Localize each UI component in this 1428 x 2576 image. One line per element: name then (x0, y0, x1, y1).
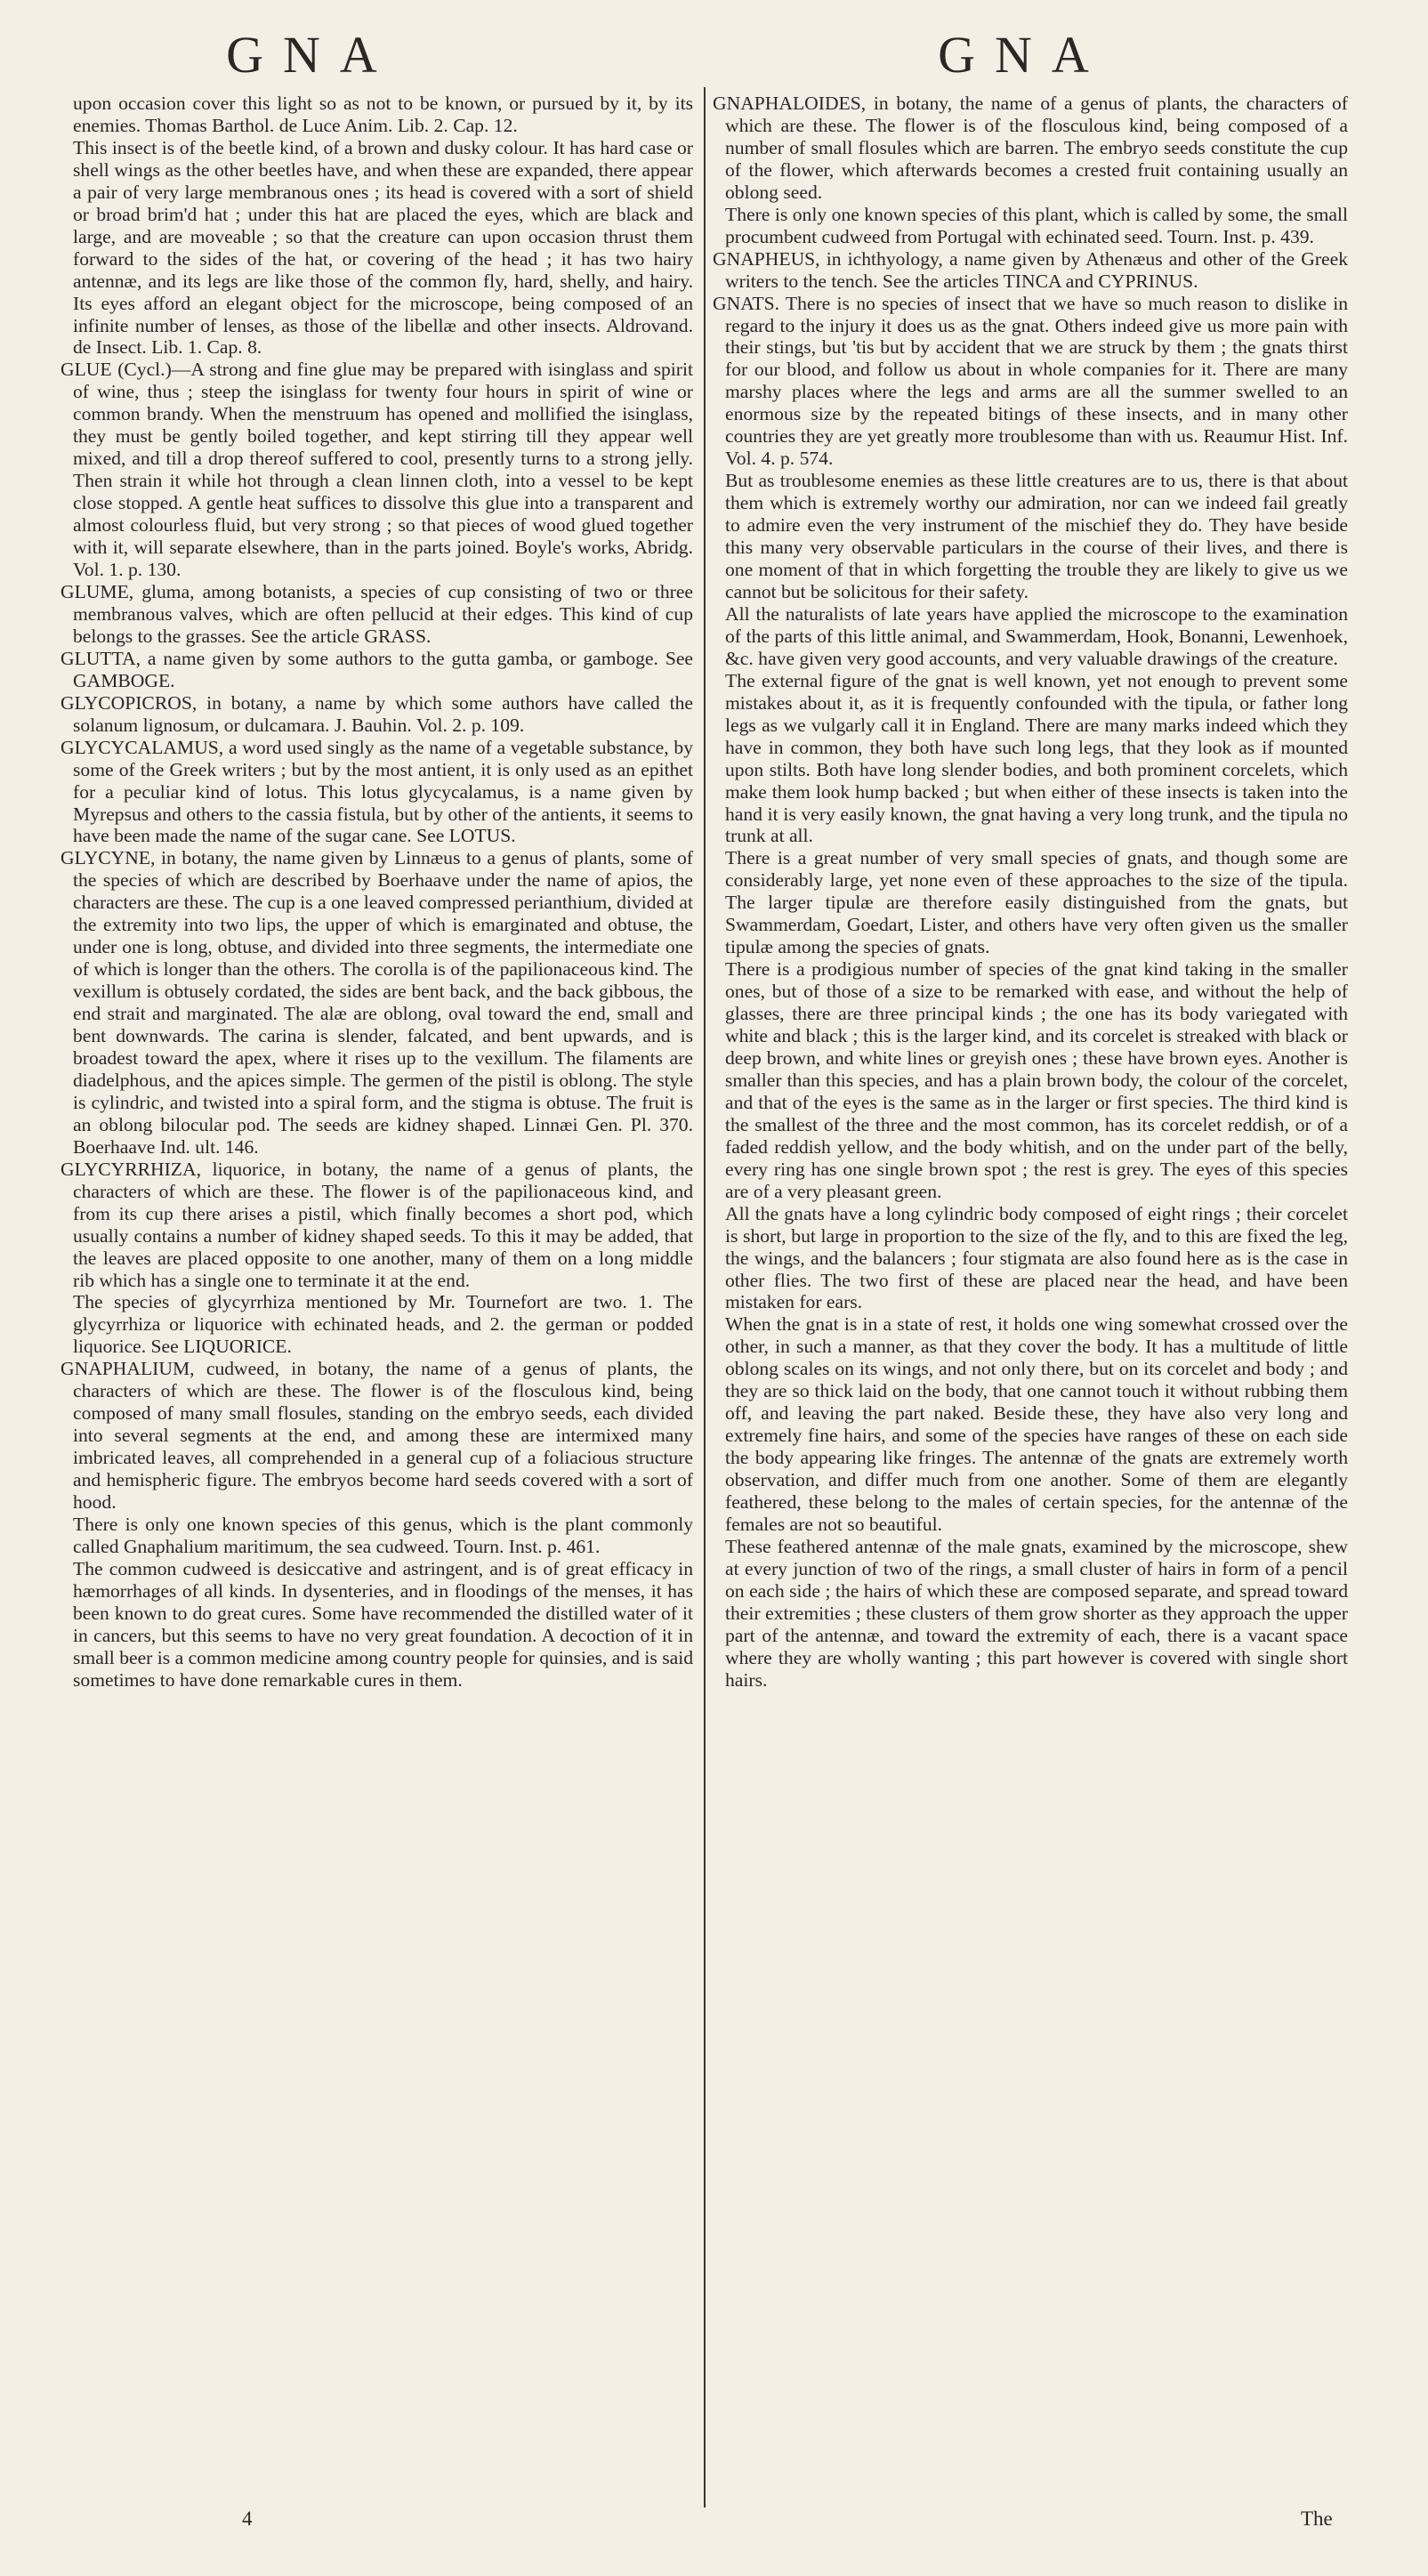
entry-gnapheus: GNAPHEUS, in ichthyology, a name given by Athenæus and other of the Greek writers to the tench. See the articles TINCA and CYPRINUS. (713, 247, 1348, 292)
page-number: 4 (242, 2507, 253, 2530)
entry-glycyne: GLYCYNE, in botany, the name given by Linnæus to a genus of plants, some of the species of which are described by Boerhaave under the name of apios, the characters are these. The cup is a one leaved compressed perianthium, divided at the extremity into two lips, the upper of which is emarginated and obtuse, the under one is long, obtuse, and divided into three segments, the intermediate one of which is longer than the others. The corolla is of the papilionaceous kind. The vexillum is obtusely cordated, the sides are bent back, and the back gibbous, the end strait and marginated. The alæ are oblong, oval toward the end, small and bent downwards. The carina is slender, falcated, and bent upwards, and is broadest toward the apex, where it rises up to the vexillum. The filaments are diadelphous, and the apices simple. The germen of the pistil is oblong. The style is cylindric, and twisted into a spiral form, and the stigma is obtuse. The fruit is an oblong bilocular pod. The seeds are kidney shaped. Linnæi Gen. Pl. 370. Boerhaave Ind. ult. 146. (61, 847, 693, 1158)
entry-paragraph: The common cudweed is desiccative and astringent, and is of great efficacy in hæmorrhages of all kinds. In dysenteries, and in floodings of the menses, it has been known to do great cures. Some have recommended the distilled water of it in cancers, but this seems to have no very great foundation. A decoction of it in small beer is a common medicine among country people for quinsies, and is said sometimes to have done remarkable cures in them. (73, 1557, 693, 1691)
entry-glycopicros: GLYCOPICROS, in botany, a name by which some authors have called the solanum lignosum, or dulcamara. J. Bauhin. Vol. 2. p. 109. (61, 691, 693, 736)
entry-gnats: GNATS. There is no species of insect that we have so much reason to dislike in regard to the injury it does us as the gnat. Others indeed give us more pain with their stings, but 'tis but by accident that we are struck by them ; the gnats thirst for our blood, and follow us about in whole companies for it. There are many marshy places where the legs and arms are all the summer swelled to an enormous size by the repeated bitings of these insects, and in many other countries they are yet greatly more troublesome than with us. Reaumur Hist. Inf. Vol. 4. p. 574. (713, 292, 1348, 470)
running-head-left: GNA (226, 26, 397, 84)
entry-paragraph: When the gnat is in a state of rest, it holds one wing somewhat crossed over the other, in such a manner, as that they cover the body. It has a multitude of little oblong scales on its wings, and not only there, but on its corcelet and body ; and they are so thick laid on the body, that one cannot touch it without rubbing them off, and leaving the part naked. Beside these, they have also very long and extremely fine hairs, and some of the species have ranges of these on each side the body appearing like fringes. The antennæ of the gnats are extremely worth observation, and differ much from one another. Some of them are elegantly feathered, these belong to the males of certain species, for the antennæ of the females are not so beautiful. (725, 1313, 1348, 1535)
entry-paragraph: These feathered antennæ of the male gnats, examined by the microscope, shew at every junction of two of the rings, a small cluster of hairs in form of a pencil on each side ; the hairs of which these are composed separate, and spread toward their extremities ; these clusters of them grow shorter as they approach the upper part of the antennæ, and toward the extremity of each, there is a vacant space where they are wholly wanting ; this part however is covered with single short hairs. (725, 1535, 1348, 1691)
entry-glycycalamus: GLYCYCALAMUS, a word used singly as the name of a vegetable substance, by some of the Greek writers ; but by the most antient, it is only used as an epithet for a peculiar kind of lotus. This lotus glycycalamus, is a name given by Myrepsus and others to the cassia fistula, but by other of the antients, it seems to have been made the name of the sugar cane. See LOTUS. (61, 736, 693, 847)
entry-gnaphalium: GNAPHALIUM, cudweed, in botany, the name of a genus of plants, the characters of which are these. The flower is of the flosculous kind, being composed of many small flosules, standing on the embryo seeds, each divided into several segments at the end, and among these are intermixed many imbricated leaves, all comprehended in a general cup of a foliacious structure and hemispheric figure. The embryos become hard seeds covered with a sort of hood. (61, 1358, 693, 1514)
running-head-right: GNA (938, 26, 1109, 84)
entry-paragraph: All the gnats have a long cylindric body composed of eight rings ; their corcelet is short, but large in proportion to the size of the fly, and to this are fixed the leg, the wings, and the balancers ; four stigmata are also found here as is the case in other flies. The two first of these are placed near the head, and have been mistaken for ears. (725, 1202, 1348, 1313)
catchword: The (1301, 2507, 1333, 2530)
entry-glutta: GLUTTA, a name given by some authors to the gutta gamba, or gamboge. See GAMBOGE. (61, 647, 693, 691)
entry-paragraph: There is a great number of very small species of gnats, and though some are considerably large, yet none even of these approaches to the size of the tipula. The larger tipulæ are therefore easily distinguished from the gnats, but Swammerdam, Goedart, Lister, and others have very often given us the smaller tipulæ among the species of gnats. (725, 847, 1348, 958)
entry-paragraph: There is only one known species of this plant, which is called by some, the small procumbent cudweed from Portugal with echinated seed. Tourn. Inst. p. 439. (725, 203, 1348, 247)
entry-glycyrrhiza: GLYCYRRHIZA, liquorice, in botany, the name of a genus of plants, the characters of which are these. The flower is of the papilionaceous kind, and from its cup there arises a pistil, which finally becomes a short pod, which usually contains a number of kidney shaped seeds. To this it may be added, that the leaves are placed opposite to one another, many of them on a long middle rib which has a single one to terminate it at the end. (61, 1158, 693, 1291)
right-column (713, 93, 1348, 1692)
entry-gnaphaloides: GNAPHALOIDES, in botany, the name of a genus of plants, the characters of which are these. The flower is of the flosculous kind, being composed of a number of small flosules which are barren. The embryo seeds constitute the cup of the flower, which afterwards becomes a crested fruit containing usually an oblong seed. (713, 93, 1348, 203)
entry-glume: GLUME, gluma, among botanists, a species of cup consisting of two or three membranous valves, which are often pellucid at their edges. This kind of cup belongs to the grasses. See the article GRASS. (61, 580, 693, 647)
entry-paragraph: There is a prodigious number of species of the gnat kind taking in the smaller ones, but of those of a size to be remarked with ease, and without the help of glasses, there are three principal kinds ; the one has its body variegated with white and black ; this is the larger kind, and its corcelet is streaked with black or deep brown, and white lines or greyish ones ; these have brown eyes. Another is smaller than this species, and has a plain brown body, the colour of the corcelet, and that of the eyes is the same as in the larger or first species. The third kind is the smallest of the three and the most common, has its corcelet reddish, or of a faded reddish yellow, and the body whitish, and on the under part of the belly, every ring has one single brown spot ; the rest is grey. The eyes of this species are of a very pleasant green. (725, 958, 1348, 1202)
left-column (61, 93, 693, 1692)
entry-paragraph: The species of glycyrrhiza mentioned by Mr. Tournefort are two. 1. The glycyrrhiza or liquorice with echinated heads, and 2. the german or podded liquorice. See LIQUORICE. (73, 1291, 693, 1358)
entry-paragraph: All the naturalists of late years have applied the microscope to the examination of the parts of this little animal, and Swammerdam, Hook, Bonanni, Lewenhoek, &c. have given very good accounts, and very valuable drawings of the creature. (725, 602, 1348, 669)
entry-paragraph: But as troublesome enemies as these little creatures are to us, there is that about them which is extremely worthy our admiration, nor can we indeed fail greatly to admire even the very instrument of the mischief they do. They have beside this many very observable particulars in the course of their lives, and there is one moment of that in which forgetting the trouble they are likely to give us we cannot but be solicitous for their safety. (725, 470, 1348, 602)
entry-paragraph: There is only one known species of this genus, which is the plant commonly called Gnaphalium maritimum, the sea cudweed. Tourn. Inst. p. 461. (73, 1514, 693, 1557)
entry-glue: GLUE (Cycl.)—A strong and fine glue may be prepared with isinglass and spirit of wine, thus ; steep the isinglass for twenty four hours in spirit of wine or common brandy. When the menstruum has opened and mollified the isinglass, they must be gently boiled together, and kept stirring till they appear well mixed, and till a drop thereof suffered to cool, presently turns to a strong jelly. Then strain it while hot through a clean linnen cloth, into a vessel to be kept close stopped. A gentle heat suffices to dissolve this glue into a transparent and almost colourless fluid, but very strong ; so that pieces of wood glued together with it, will separate elsewhere, than in the parts joined. Boyle's works, Abridg. Vol. 1. p. 130. (61, 359, 693, 581)
column-rule (704, 87, 706, 2507)
entry-continuation: upon occasion cover this light so as not to be known, or pursued by it, by its enemies. Thomas Barthol. de Luce Anim. Lib. 2. Cap. 12. (73, 93, 693, 136)
entry-paragraph: The external figure of the gnat is well known, yet not enough to prevent some mistakes about it, as it is frequently confounded with the tipula, or father long legs as we vulgarly call it in England. There are many marks indeed which they have in common, they both have such long legs, that they look as if mounted upon stilts. Both have long slender bodies, and both prominent corcelets, which make them look hump backed ; but when either of these insects is taken into the hand it is very easily known, the gnat having a very long trunk, and the tipula no trunk at all. (725, 669, 1348, 847)
entry-paragraph: This insect is of the beetle kind, of a brown and dusky colour. It has hard case or shell wings as the other beetles have, and when these are expanded, there appear a pair of very large membranous ones ; its head is covered with a sort of shield or broad brim'd hat ; under this hat are placed the eyes, which are black and large, and are moveable ; so that the creature can upon occasion thrust them forward to the sides of the hat, or covering of the head ; it has two hairy antennæ, and its legs are like those of the common fly, hard, shelly, and hairy. Its eyes afford an elegant object for the microscope, being composed of an infinite number of lenses, as those of the libellæ and other insects. Aldrovand. de Insect. Lib. 1. Cap. 8. (73, 136, 693, 359)
